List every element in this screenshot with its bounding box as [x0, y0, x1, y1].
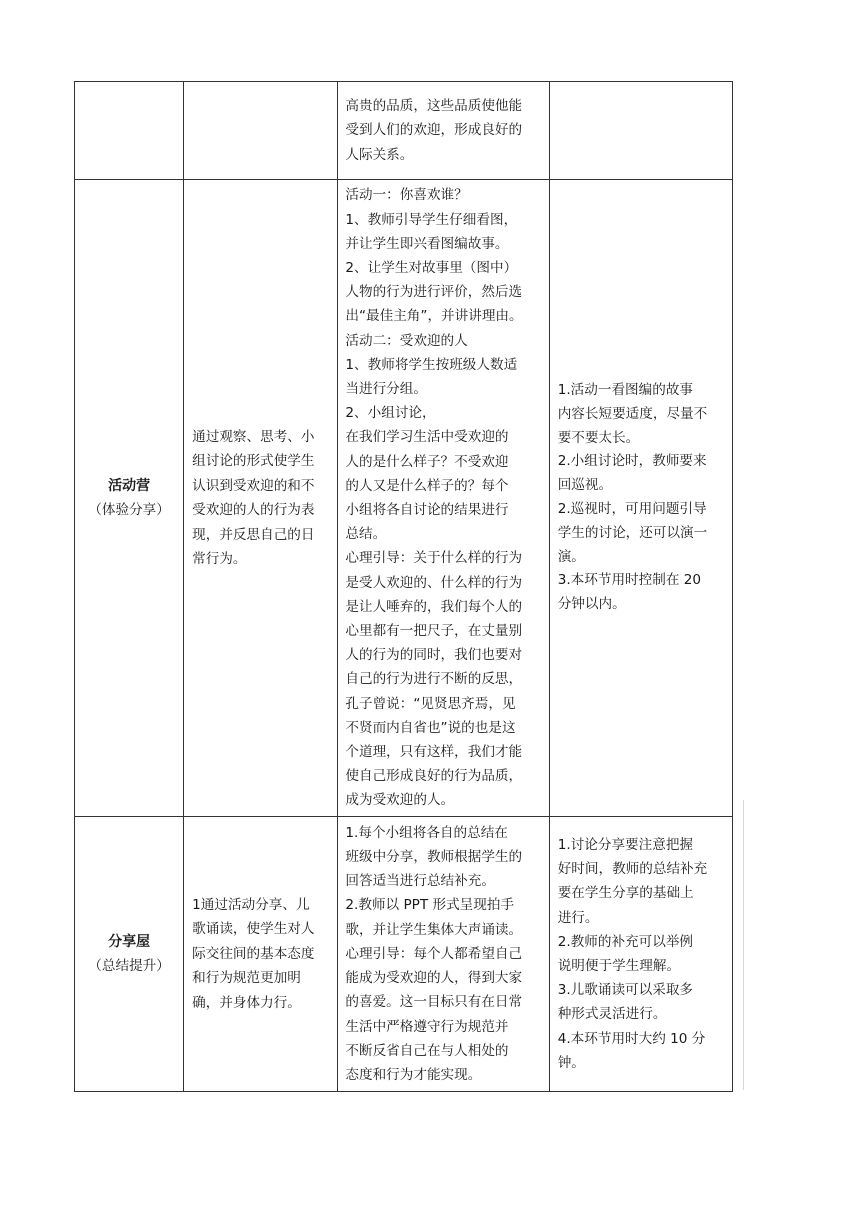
- goal-line: 和行为规范更加明: [192, 970, 301, 987]
- note-line: 4.本环节用时大约 10 分: [557, 1030, 706, 1047]
- process-line: 成为受欢迎的人。: [345, 792, 455, 809]
- note-line: 说明便于学生理解。: [557, 958, 681, 974]
- process-line: 个道理，只有这样，我们才能: [345, 744, 523, 761]
- note-line: 进行。: [557, 909, 599, 926]
- goal-cell: [184, 817, 338, 1092]
- note-line: 要不要太长。: [557, 429, 640, 446]
- note-line: 种形式灵活进行。: [557, 1006, 667, 1023]
- stage-subtitle: （体验分享）: [88, 502, 170, 518]
- stage-name-cell: [75, 82, 184, 180]
- goal-line: 际交往间的基本态度: [192, 945, 315, 962]
- process-line: 活动一：你喜欢谁？: [345, 187, 468, 204]
- process-line: 高贵的品质，这些品质使他能: [345, 98, 523, 115]
- stage-name-cell: [75, 180, 184, 817]
- process-line: 能成为受欢迎的人，得到大家: [345, 970, 523, 987]
- process-line: 并让学生即兴看图编故事。: [345, 235, 509, 252]
- note-line: 3.儿歌诵读可以采取多: [557, 982, 694, 999]
- process-line: 人的是什么样子？不受欢迎: [345, 453, 509, 470]
- process-line: 的喜爱。这一目标只有在日常: [345, 994, 523, 1011]
- process-cell: [338, 180, 549, 817]
- note-line: 演。: [557, 548, 585, 565]
- goal-line: 确，并身体力行。: [192, 994, 301, 1011]
- process-line: 心理引导：每个人都希望自己: [345, 945, 523, 962]
- process-line: 心里都有一把尺子，在丈量别: [345, 623, 523, 640]
- process-line: 态度和行为才能实现。: [345, 1066, 482, 1083]
- process-line: 2、小组讨论，: [345, 405, 436, 422]
- process-cell: [338, 817, 549, 1092]
- table-row: [75, 82, 733, 180]
- table-row: [75, 817, 733, 1092]
- process-line: 歌，并让学生集体大声诵读。: [345, 921, 523, 938]
- note-cell: [549, 82, 732, 180]
- process-line: 活动二：受欢迎的人: [345, 332, 468, 349]
- table-row: [75, 180, 733, 817]
- process-line: 1、教师引导学生仔细看图，: [345, 211, 518, 228]
- goal-line: 现，并反思自己的日: [192, 526, 315, 543]
- stage-title: 分享屋: [108, 934, 151, 950]
- note-line: 2.教师的补充可以举例: [557, 933, 694, 950]
- goal-line: 歌诵读，使学生对人: [192, 921, 315, 938]
- process-line: 1.每个小组将各自的总结在: [345, 824, 508, 841]
- stage-subtitle: （总结提升）: [88, 958, 170, 974]
- goal-line: 常行为。: [192, 551, 247, 567]
- note-line: 钟。: [557, 1054, 585, 1071]
- note-line: 2.巡视时，可用问题引导: [557, 501, 707, 517]
- note-line: 回巡视。: [557, 477, 613, 494]
- process-line: 当进行分组。: [345, 380, 427, 397]
- process-line: 生活中严格遵守行为规范并: [345, 1018, 509, 1035]
- goal-line: 受欢迎的人的行为表: [192, 502, 315, 518]
- process-line: 1、教师将学生按班级人数适: [345, 356, 518, 373]
- process-line: 班级中分享，教师根据学生的: [345, 849, 523, 866]
- process-line: 在我们学习生活中受欢迎的: [345, 429, 509, 446]
- process-line: 心理引导：关于什么样的行为: [345, 550, 523, 567]
- goal-line: 1通过活动分享、儿: [192, 896, 310, 913]
- note-line: 1.活动一看图编的故事: [557, 382, 694, 399]
- note-line: 要在学生分享的基础上: [557, 885, 694, 902]
- process-line: 是受人欢迎的、什么样的行为: [345, 574, 523, 591]
- note-line: 分钟以内。: [557, 596, 626, 613]
- goal-line: 通过观察、思考、小: [192, 428, 315, 445]
- process-line: 2.教师以 PPT 形式呈现拍手: [345, 897, 515, 914]
- process-line: 孔子曾说：“见贤思齐焉，见: [345, 695, 516, 712]
- process-line: 2、让学生对故事里（图中）: [345, 259, 518, 276]
- note-line: 1.讨论分享要注意把握: [557, 836, 694, 853]
- process-line: 的人又是什么样子的？每个: [345, 477, 509, 494]
- process-line: 回答适当进行总结补充。: [345, 873, 495, 890]
- process-line: 是让人唾弃的，我们每个人的: [345, 598, 523, 615]
- process-line: 小组将各自讨论的结果进行: [345, 502, 509, 518]
- note-line: 2.小组讨论时，教师要来: [557, 453, 707, 470]
- process-line: 不贤而内自省也”说的也是这: [345, 719, 516, 736]
- goal-cell: [184, 180, 338, 817]
- process-line: 人的行为的同时，我们也要对: [345, 647, 523, 664]
- process-line: 自己的行为进行不断的反思，: [345, 671, 523, 688]
- process-line: 受到人们的欢迎，形成良好的: [345, 122, 523, 139]
- process-cell: [338, 82, 549, 180]
- note-cell: [549, 180, 732, 817]
- process-line: 人际关系。: [345, 146, 414, 163]
- process-line: 人物的行为进行评价，然后选: [345, 284, 523, 301]
- goal-line: 认识到受欢迎的和不: [192, 477, 315, 494]
- note-line: 内容长短要适度，尽量不: [557, 405, 708, 422]
- note-line: 好时间，教师的总结补充: [557, 861, 708, 878]
- page-edge-rule: [743, 800, 744, 1090]
- process-line: 总结。: [345, 526, 387, 543]
- note-cell: [549, 817, 732, 1092]
- lesson-plan-table: [74, 81, 733, 1092]
- process-line: 出“最佳主角”，并讲讲理由。: [345, 308, 523, 325]
- process-line: 不断反省自己在与人相处的: [345, 1042, 509, 1059]
- note-line: 3.本环节用时控制在 20: [557, 572, 702, 589]
- goal-cell: [184, 82, 338, 180]
- note-line: 学生的讨论，还可以演一: [557, 524, 708, 541]
- process-line: 使自己形成良好的行为品质，: [345, 768, 523, 785]
- stage-name-cell: [75, 817, 184, 1092]
- goal-line: 组讨论的形式使学生: [192, 453, 315, 469]
- stage-title: 活动营: [108, 478, 151, 494]
